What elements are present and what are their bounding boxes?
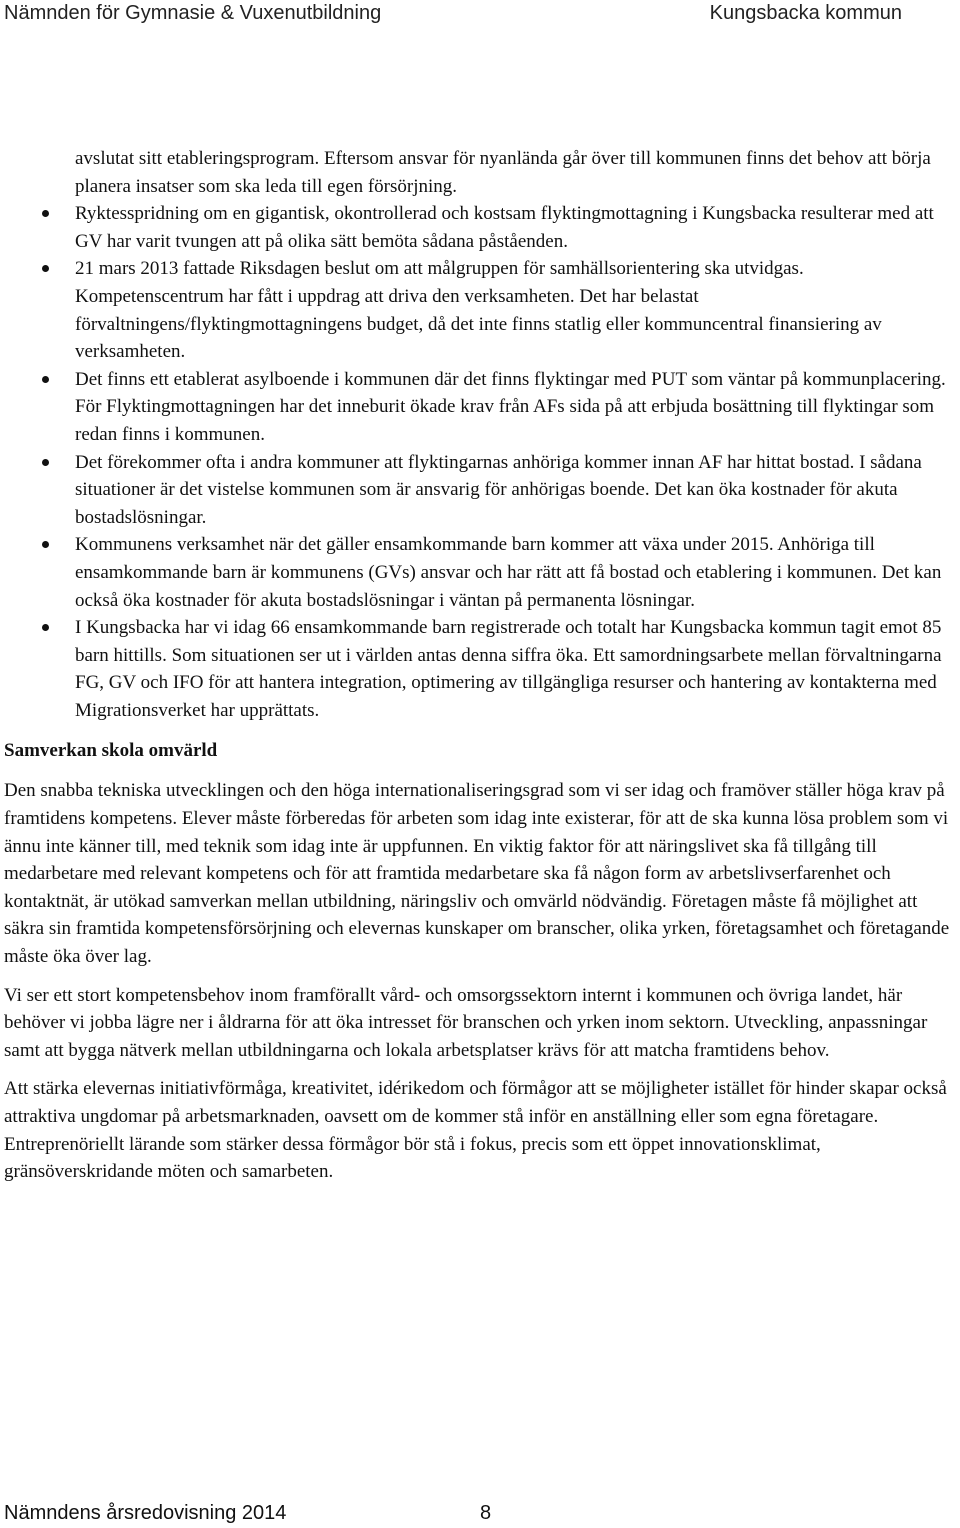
list-item-text: Ryktesspridning om en gigantisk, okontrollerad och kostsam flyktingmottagning i Kungsbacka resulterar med att GV har varit tvungen att på olika sätt bemöta sådana påståenden. (75, 203, 934, 252)
page-footer (4, 1502, 492, 1524)
footer-title: Nämndens årsredovisning 2014 (4, 1502, 287, 1524)
bullet-icon (42, 624, 49, 631)
list-item (4, 614, 954, 724)
continuation-paragraph: avslutat sitt etableringsprogram. Eftersom ansvar för nyanlända går över till kommunen finns det behov att börja planera insatser som ska leda till egen försörjning. (75, 148, 931, 197)
list-item (4, 531, 954, 614)
page-header (0, 0, 960, 22)
bullet-icon (42, 376, 49, 383)
list-item-text: 21 mars 2013 fattade Riksdagen beslut om att målgruppen för samhällsorientering ska utvidgas. Kompetenscentrum har fått i uppdrag att driva den verksamheten. Det har belastat förvaltningens/flyktingmottagningens budget, då det inte finns statlig eller kommuncentral finansiering av verksamheten. (75, 258, 882, 363)
list-item (4, 366, 954, 449)
list-item-text: Kommunens verksamhet när det gäller ensamkommande barn kommer att växa under 2015. Anhöriga till ensamkommande barn är kommunens (GVs) ansvar och har rätt att få bostad och etablering i kommunen. Det kan också öka kostnader för akuta bostadslösningar i väntan på permanenta lösningar. (75, 534, 942, 611)
bullet-icon (42, 541, 49, 548)
bullet-icon (42, 459, 49, 466)
bullet-icon (42, 210, 49, 217)
bullet-list (4, 200, 954, 724)
header-municipality: Kungsbacka kommun (709, 2, 902, 24)
list-item-text: Det förekommer ofta i andra kommuner att flyktingarnas anhöriga kommer innan AF har hittat bostad. I sådana situationer är det vistelse kommunen som är ansvarig för anhörigas boende. Det kan öka kostnader för akuta bostadslösningar. (75, 451, 922, 528)
list-item (4, 200, 954, 255)
body-paragraph: Att stärka elevernas initiativförmåga, kreativitet, idérikedom och förmågor att se möjligheter istället för hinder skapar också attraktiva ungdomar på arbetsmarknaden, oavsett om de kommer stå inför en anställning eller som egna företagare. Entreprenöriellt lärande som stärker dessa förmågor bör stå i fokus, precis som ett öppet innovationsklimat, gränsöverskridande möten och samarbeten. (4, 1078, 947, 1183)
bullet-icon (42, 265, 49, 272)
section-heading: Samverkan skola omvärld (4, 740, 218, 762)
header-committee-name: Nämnden för Gymnasie & Vuxenutbildning (4, 2, 382, 24)
list-item-text: I Kungsbacka har vi idag 66 ensamkommande barn registrerade och totalt har Kungsbacka kommun tagit emot 85 barn hittills. Som situationen ser ut i världen antas denna siffra öka. Ett samordningsarbete mellan förvaltningarna FG, GV och IFO för att hantera integration, optimering av tillgängliga resurser och hantering av kontakterna med Migrationsverket har upprättats. (75, 617, 942, 721)
list-item (4, 255, 954, 365)
page-number: 8 (480, 1502, 492, 1524)
list-item (4, 449, 954, 532)
list-item-text: Det finns ett etablerat asylboende i kommunen där det finns flyktingar med PUT som väntar på kommunplacering. För Flyktingmottagningen har det inneburit ökade krav från AFs sida på att erbjuda bosättning till flyktingar som redan finns i kommunen. (75, 368, 946, 445)
document-body (4, 145, 954, 1197)
body-paragraph: Vi ser ett stort kompetensbehov inom framförallt vård- och omsorgssektorn internt i kommunen och övriga landet, här behöver vi jobba lägre ner i åldrarna för att öka intresset för branschen och yrken inom sektorn. Utveckling, anpassningar samt att bygga nätverk mellan utbildningarna och lokala arbetsplatser krävs för att matcha framtidens behov. (4, 984, 928, 1061)
body-paragraph: Den snabba tekniska utvecklingen och den höga internationaliseringsgrad som vi ser idag och framöver ställer höga krav på framtidens kompetens. Elever måste förberedas för arbeten som idag inte existerar, för att de ska kunna lösa problem som vi ännu inte känner till, med teknik som idag inte är uppfunnen. En viktig faktor för att näringslivet ska få tillgång till medarbetare med relevant kompetens och för att framtida medarbetare ska få någon form av arbetslivserfarenhet och kontaktnät, är utökad samverkan mellan utbildning, näringsliv och omvärld nödvändig. Företagen måste få möjlighet att säkra sin framtida kompetensförsörjning och elevernas kunskaper om branscher, olika yrken, företagsamhet och företagande måste öka över lag. (4, 780, 950, 968)
